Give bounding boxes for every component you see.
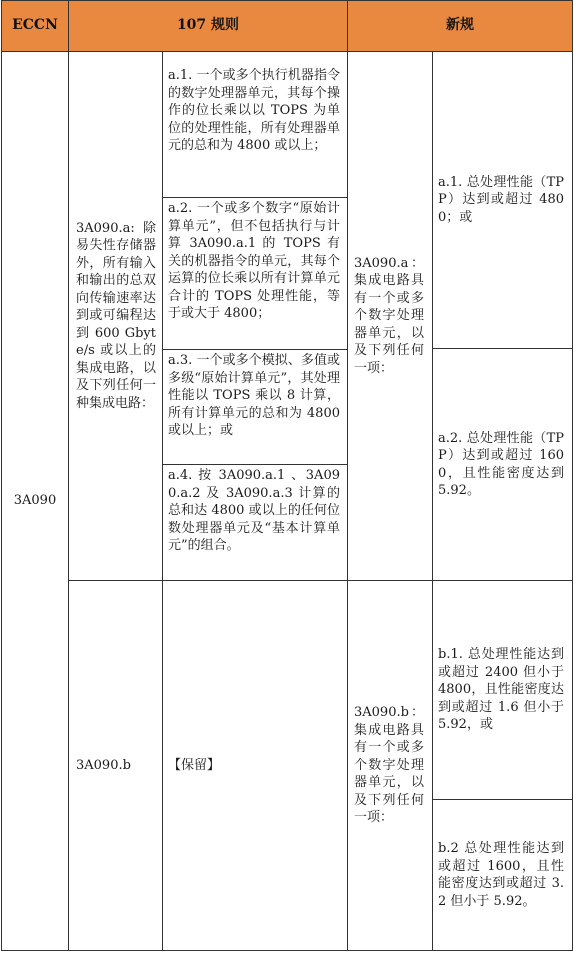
header-rule107: 107 规则 (69, 1, 347, 51)
grid-line (162, 197, 347, 198)
rule107-b-reserved: 【保留】 (168, 757, 221, 773)
new-item-a2: a.2. 总处理性能（TPP）达到或超过 1600，且性能密度达到 5.92。 (438, 430, 564, 498)
new-b-desc: 3A090.b：集成电路具有一个或多个数字处理器单元，以及下列任何一项： (354, 705, 424, 826)
grid-line (1, 0, 2, 951)
grid-line (432, 799, 572, 800)
grid-line (572, 0, 573, 951)
eccn-code: 3A090 (13, 493, 57, 509)
new-item-b2: b.2 总处理性能达到或超过 1600，且性能密度达到或超过 3.2 但小于 5.92。 (438, 841, 564, 909)
new-item-a1: a.1. 总处理性能（TPP）达到或超过 4800；或 (438, 174, 564, 225)
rule107-b-code: 3A090.b (76, 757, 131, 773)
grid-line (1, 0, 573, 1)
header-new-rule: 新规 (348, 1, 572, 51)
rule107-item-a2: a.2. 一个或多个数字“原始计算单元”，但不包括执行与计算 3A090.a.1 的 TOPS 有关的机器指令的单元，其每个运算的位长乘以所有计算单元合计的 TOPS 处理性能，等于或大于 4800； (168, 201, 340, 321)
rule107-item-a1: a.1. 一个或多个执行机器指令的数字处理器单元，其每个操作的位长乘以以 TOPS 为单位的处理性能，所有处理器单元的总和为 4800 或以上； (168, 68, 340, 153)
grid-line (162, 51, 163, 951)
grid-line (432, 348, 572, 349)
rule107-item-a4: a.4. 按 3A090.a.1 、3A090.a.2 及 3A090.a.3 计算的总和达 4800 或以上的任何位数处理器单元及“基本计算单元”的组合。 (168, 468, 340, 553)
grid-line (162, 349, 347, 350)
new-item-b1: b.1. 总处理性能达到或超过 2400 但小于 4800，且性能密度达到或超过 1.6 但小于 5.92，或 (438, 647, 564, 733)
rule107-a-desc: 3A090.a: 除易失性存储器外，所有输入和输出的总双向传输速率达到或可编程达到 600 Gbyte/s 或以上的集成电路，以及下列任何一种集成电路： (76, 220, 156, 411)
grid-line (347, 0, 348, 951)
grid-line (1, 950, 573, 951)
header-eccn: ECCN (2, 1, 68, 51)
grid-line (162, 464, 347, 465)
grid-line (68, 580, 572, 581)
rule107-item-a3: a.3. 一个或多个模拟、多值或多级“原始计算单元”，其处理性能以 TOPS 乘以 8 计算，所有计算单元的总和为 4800 或以上；或 (168, 353, 340, 438)
grid-line (68, 0, 69, 951)
new-a-desc: 3A090.a：集成电路具有一个或多个数字处理器单元，以及下列任何一项： (354, 255, 424, 376)
grid-line (1, 51, 573, 52)
grid-line (432, 51, 433, 951)
